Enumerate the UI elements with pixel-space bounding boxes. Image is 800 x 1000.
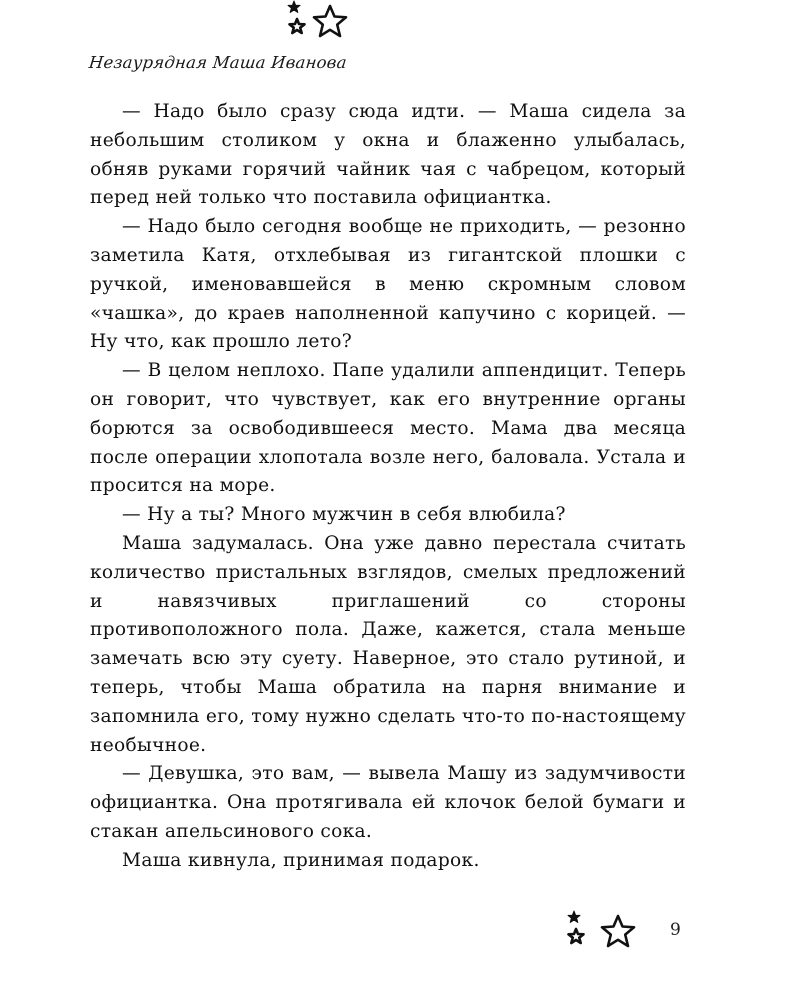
paragraph: — Ну а ты? Много мужчин в себя влюбила? <box>122 504 566 526</box>
paragraph: — Девушка, это вам, — вывела Машу из задумчивости официантка. Она протягивала ей клочок белой бумаги и стакан апельсинового сока. <box>90 763 686 842</box>
running-header <box>89 42 347 82</box>
page-number: 9 <box>670 920 681 940</box>
stars-icon <box>286 0 366 42</box>
small-outline-star-icon <box>290 19 305 33</box>
large-outline-star-icon <box>314 6 346 36</box>
paragraph: — Надо было сегодня вообще не приходить, — резонно заметила Катя, отхлебывая из гигантской плошки с ручкой, именовавшейся в меню скромным словом «чашка», до краев наполненной капучино с корицей. — Ну что, как прошло лето? <box>90 216 686 353</box>
small-filled-star-icon <box>288 1 300 12</box>
body-text <box>90 98 686 876</box>
paragraph: Маша задумалась. Она уже давно перестала считать количество пристальных взглядов, смелых предложений и навязчивых приглашений со стороны противоположного пола. Даже, кажется, стала меньше замечать всю эту суету. Наверное, это стало рутиной, и теперь, чтобы Маша обратила на парня внимание и запомнила его, тому нужно сделать что-то по-настоящему необычное. <box>90 532 686 756</box>
small-filled-star-icon <box>568 911 580 922</box>
paragraph: — Надо было сразу сюда идти. — Маша сидела за небольшим столиком у окна и блаженно улыбалась, обняв руками горячий чайник чая с чабрецом, который перед ней только что поставила официантка. <box>90 101 686 209</box>
large-outline-star-icon <box>602 916 634 946</box>
paragraph: — В целом неплохо. Папе удалили аппендицит. Теперь он говорит, что чувствует, как его внутренние органы борются за освободившееся место. Мама два месяца после операции хлопотала возле него, баловала. Устала и просится на море. <box>90 360 686 497</box>
small-outline-star-icon <box>569 929 584 943</box>
stars-icon <box>560 908 640 952</box>
paragraph: Маша кивнула, принимая подарок. <box>122 849 480 871</box>
running-title: Незаурядная Маша Иванова <box>88 52 348 72</box>
